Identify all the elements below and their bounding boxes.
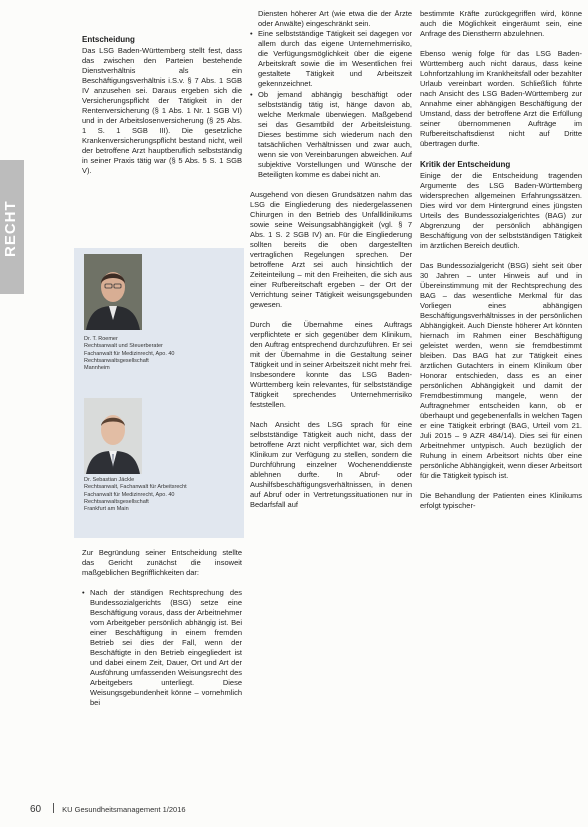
paragraph: Diensten höherer Art (wie etwa die der Ärzte oder Anwälte) eingeschränkt sein. <box>258 9 412 28</box>
bullet-item: • Eine selbstständige Tätigkeit sei dagegen vor allem durch das eigene Unternehmerrisiko, die Verfügungsmöglichkeit über die eigene Arbeitskraft sowie die im Wesentlichen frei gestaltete Tätigkeit und Arbeitszeit gekennzeichnet. <box>250 29 412 89</box>
paragraph: Das Bundessozialgericht (BSG) sieht seit über 30 Jahren – unter Hinweis auf und in Übereinstimmung mit der Rechtsprechung des BAG – das wesentliche Merkmal für das Vorliegen eines abhängigen Beschäftigungsverhältnisses in der persönlichen Abhängigkeit. Auch Dienste höherer Art könnten hiernach im Rahmen einer Beschäftigung geleistet werden, wenn sie fremdbestimmt bleiben. Das BAG hat zur Tätigkeit eines ärztlichen Gutachters in einem Klinikum über Honorar entschieden, dass es an einer persönlichen Abhängigkeit und damit der Fremdbestimmung mangele, wenn der Auftragnehmer entscheiden kann, ob er überhaupt und gegebenenfalls in welchen Tagen er eine Tätigkeit erbringt (BAG, Urteil vom 21. Juli 2015 – 9 AZR 484/14). Dies sei für einen Arbeitnehmer untypisch. Auch bezüglich der Ruhung in einem Arbeitsort nichts über eine persönliche Abhängigkeit, wenn dieser Arbeitsort für die Tätigkeit typisch ist. <box>420 261 582 480</box>
column-2 <box>250 9 412 520</box>
paragraph: bestimmte Kräfte zurückgegriffen wird, könne auch die Möglichkeit eingeräumt sein, eine Anfrage des Dienstherrn abzulehnen. <box>420 9 582 38</box>
bullet-list <box>250 29 412 180</box>
caption-line: Fachanwalt für Medizinrecht, Apo. 40 <box>84 350 175 357</box>
section-heading-kritik: Kritik der Entscheidung <box>420 160 511 169</box>
caption-line: Fachanwalt für Medizinrecht, Apo. 40 <box>84 491 175 498</box>
bullet-item: • Ob jemand abhängig beschäftigt oder selbstständig tätig ist, hänge davon ab, welche Merkmale überwiegen. Maßgebend sei das Gesamtbild der Arbeitsleistung. Dieses bestimme sich wiederum nach den tatsächlichen Verhältnissen und zwar auch, wenn sie von Vereinbarungen abweichen. Auf subjektive Vorstellungen und Wünsche der Beteiligten komme es dabei nicht an. <box>250 90 412 180</box>
paragraph: Einige der die Entscheidung tragenden Argumente des LSG Baden-Württemberg widersprechen allgemeinen Erfahrungssätzen. Dies wird vor dem Hintergrund eines jüngsten Urteils des Bundessozialgerichtes (BAG) zur Abgrenzung der persönlich abhängigen Beschäftigung von der selbstständigen Tätigkeit im ärztlichen Bereich deutlich. <box>420 171 582 250</box>
caption-name: Dr. Sebastian Jäckle <box>84 477 135 483</box>
section-tab-label: RECHT <box>2 200 19 258</box>
caption-line: Frankfurt am Main <box>84 506 129 513</box>
caption-line: Rechtsanwalt und Steuerberater <box>84 343 163 350</box>
paragraph: Zur Begründung seiner Entscheidung stellte das Gericht zunächst die insoweit maßgeblichen Begrifflichkeiten dar: <box>82 548 242 577</box>
author-caption-1 <box>84 336 234 372</box>
paragraph: Das LSG Baden-Württemberg stellt fest, dass das zwischen den Parteien bestehende Dienstverhältnis als ein Beschäftigungsverhältnis i.S.v. § 7 Abs. 1 SGB IV anzusehen sei. Daraus ergeben sich die Versicherungspflicht der Tätigkeit in der Rentenversicherung (§ 1 Abs. 1 Nr. 1 SGB VI) und in der Arbeitslosenversicherung (§ 25 Abs. 1 S. 1 SGB III). Die gesetzliche Krankenversicherungspflicht bestand nicht, weil der betroffene Arzt hauptberuflich selbstständig in seiner Praxis tätig war (§ 5 Abs. 5 S. 1 SGB V). <box>82 46 242 175</box>
publication-name: KU Gesundheitsmanagement 1/2016 <box>62 805 186 814</box>
paragraph: Die Behandlung der Patienten eines Klinikums erfolgt typischer- <box>420 491 582 510</box>
author-photo-1 <box>84 254 142 330</box>
caption-line: Rechtsanwaltsgesellschaft <box>84 357 149 364</box>
caption-line: Rechtsanwaltsgesellschaft <box>84 498 149 505</box>
paragraph: Nach Ansicht des LSG sprach für eine selbstständige Tätigkeit auch nicht, dass der betroffene Arzt nicht verpflichtet war, sich dem Klinikum zur Verfügung zu stellen, sondern die Durchführung einzelner Wochenenddienste ablehnen durfte. In Abruf- oder Aushilfsbeschäftigungsverhältnissen, in denen auf Abruf oder in Vertretungssituationen nur in Bedarfsfall auf <box>250 420 412 509</box>
author-photo-2 <box>84 398 142 474</box>
column-1-lower <box>82 548 242 718</box>
page-number: 60 <box>30 804 42 815</box>
column-1 <box>82 34 242 186</box>
caption-line: Mannheim <box>84 365 110 372</box>
caption-name: Dr. T. Roemer <box>84 336 118 342</box>
footer-divider <box>53 803 54 813</box>
bullet-list <box>82 588 242 708</box>
section-heading-entscheidung: Entscheidung <box>82 35 135 44</box>
column-3 <box>420 9 582 521</box>
paragraph: Ebenso wenig folge für das LSG Baden-Württemberg auch nicht daraus, dass keine Lohnfortzahlung im Krankheitsfall oder bezahlter Urlaub vereinbart worden. Schließlich führte nach Ansicht des LSG Baden-Württemberg zur Annahme einer abhängigen Beschäftigung der Umstand, dass der betroffene Arzt die Erfüllung seiner übernommenen Aufträge im Rufbereitschaftsdienst nicht auf Dritte übertragen durfte. <box>420 49 582 148</box>
caption-line: Rechtsanwalt, Fachanwalt für Arbeitsrecht <box>84 484 187 491</box>
author-caption-2 <box>84 477 234 513</box>
page-footer <box>30 803 186 815</box>
paragraph: Ausgehend von diesen Grundsätzen nahm das LSG die Eingliederung des niedergelassenen Chirurgen in den Betrieb des Unfallklinikums sowie seine Weisungsabhängigkeit (vgl. § 7 Abs. 1 S. 2 SGB IV) an. Für die Eingliederung sollten bereits die oben dargestellten vertraglichen Regelungen sprechen. Der betroffene Arzt sei auch hinsichtlich der Zeiteinteilung – mit den Freiheiten, die sich aus einer Rufbereitschaft ergeben – der Ort der Verrichtung seiner Tätigkeit weisungsgebunden gewesen. <box>250 190 412 309</box>
paragraph: Durch die Übernahme eines Auftrags verpflichtete er sich gegenüber dem Klinikum, den Auftrag entsprechend durchzuführen. Er sei mit der Übernahme in die Gestaltung seiner Tätigkeit und in seiner Arbeitszeit nicht mehr frei. Insbesondere konnte das LSG Baden-Württemberg kein relevantes, für selbstständige Tätigkeit sprechendes Unternehmerrisiko feststellen. <box>250 320 412 409</box>
bullet-item: • Nach der ständigen Rechtsprechung des Bundessozialgerichts (BSG) setze eine Beschäftigung voraus, dass der Arbeitnehmer vom Arbeitgeber persönlich abhängig ist. Bei einer Beschäftigung in einem fremden Betrieb sei dies der Fall, wenn der Beschäftigte in den Betrieb eingegliedert ist und dabei einem Zeit, Dauer, Ort und Art der Ausführung umfassenden Weisungsrecht des Arbeitgebers unterliegt. Diese Weisungsgebundenheit könne – vornehmlich bei <box>82 588 242 708</box>
